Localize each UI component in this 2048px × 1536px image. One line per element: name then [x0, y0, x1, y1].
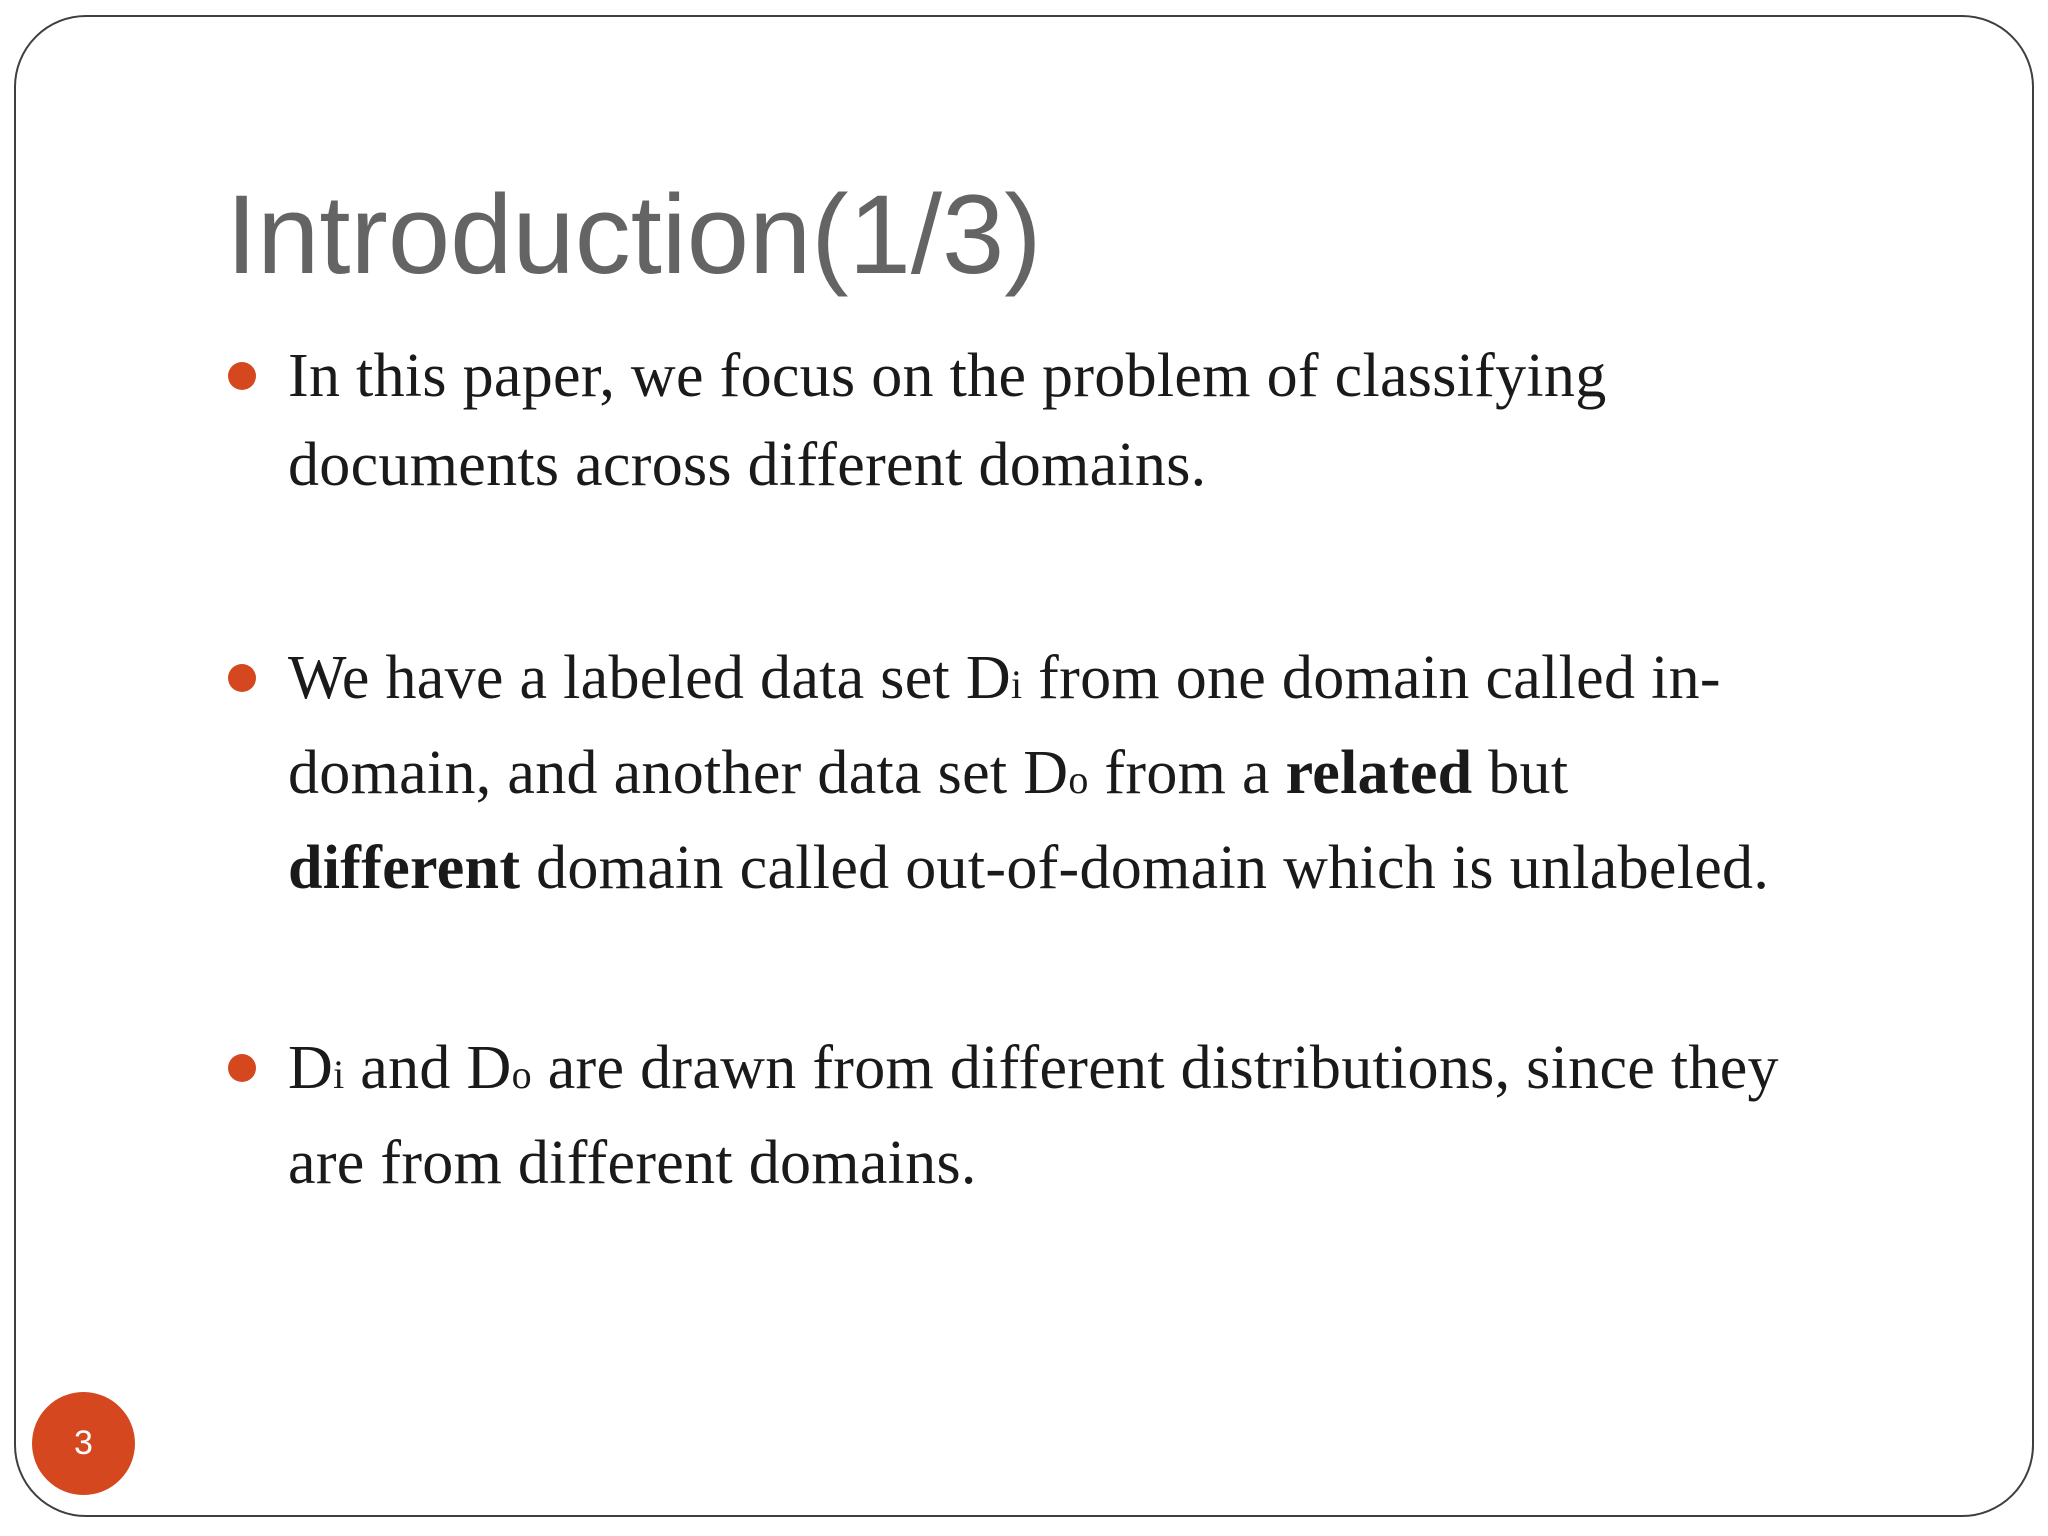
subscript: o: [1068, 757, 1089, 802]
bold-text: different: [288, 834, 521, 902]
page-number-badge: 3: [32, 1392, 135, 1495]
subscript: o: [511, 1052, 532, 1097]
bullet-dot-icon: [228, 664, 256, 692]
bullet-line: In this paper, we focus on the problem of classifying: [288, 342, 1607, 410]
text-run: We have a labeled data set D: [288, 644, 1011, 712]
subscript: i: [333, 1052, 345, 1097]
text-run: domain called out-of-domain which is unlabeled.: [520, 834, 1770, 902]
bullet-dot-icon: [228, 1054, 256, 1082]
bullet-line: are from different domains.: [288, 1129, 977, 1197]
text-run: from a: [1088, 739, 1286, 807]
bullet-text: [288, 1024, 1908, 1208]
text-run: and D: [344, 1034, 512, 1102]
bullet-line: [288, 634, 1908, 729]
text-run: domain, and another data set D: [288, 739, 1069, 807]
text-run: D: [288, 1034, 334, 1102]
bullet-line: [288, 1024, 1908, 1119]
bullet-line: [288, 824, 1908, 913]
bullet-text: [288, 332, 1908, 510]
subscript: i: [1010, 662, 1023, 707]
slide-title: Introduction(1/3): [226, 172, 1042, 297]
text-run: are drawn from different distributions, since they: [531, 1034, 1779, 1102]
bullet-text: [288, 634, 1908, 913]
bold-text: related: [1285, 739, 1473, 807]
bullet-dot-icon: [228, 362, 256, 390]
text-run: but: [1472, 739, 1569, 807]
text-run: from one domain called in-: [1022, 644, 1721, 712]
bullet-line: documents across different domains.: [288, 431, 1207, 499]
bullet-line: [288, 729, 1908, 824]
